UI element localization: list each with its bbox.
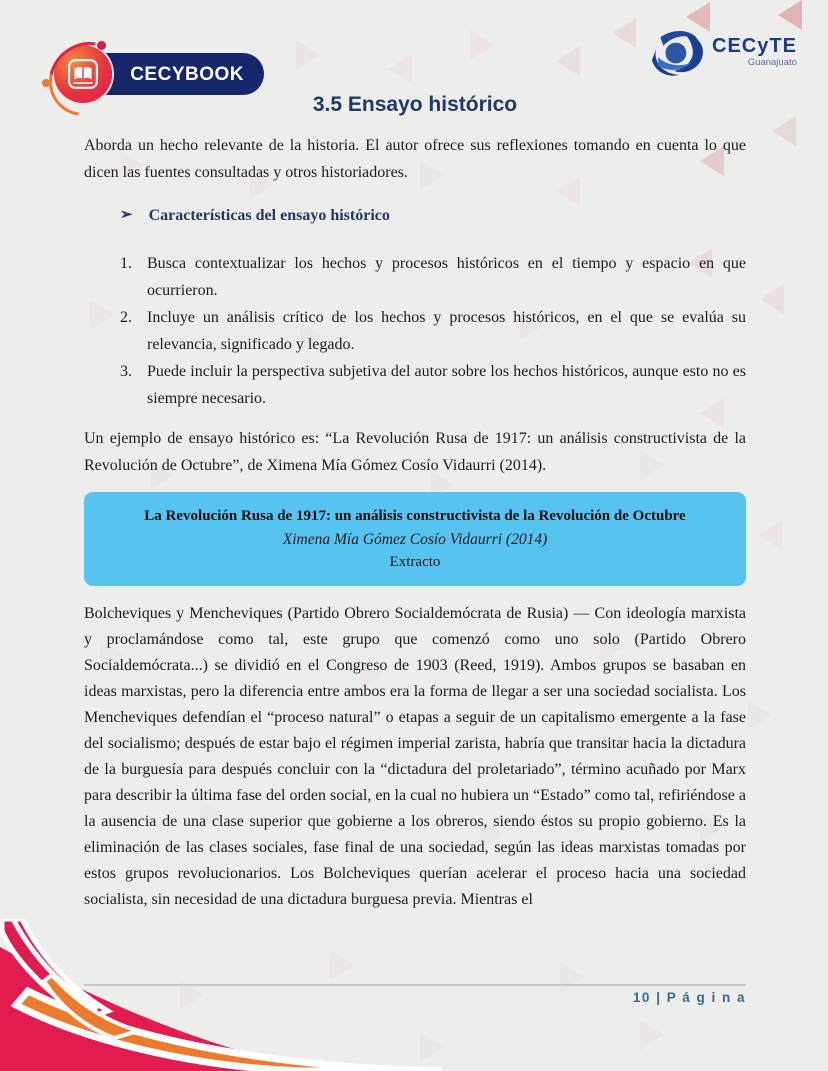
list-item (120, 358, 746, 412)
list-item-text: Busca contextualizar los hechos y procesos históricos en el tiempo y espacio en que ocurrieron. (147, 255, 746, 299)
list-item-number: 1. (120, 255, 132, 272)
list-item-text: Incluye un análisis crítico de los hechos y procesos históricos, en el que se evalúa su relevancia, significado y legado. (147, 309, 746, 353)
list-item-number: 3. (120, 363, 132, 380)
list-item (120, 304, 746, 358)
watermark-triangle-icon (612, 18, 636, 48)
page-title: 3.5 Ensayo histórico (312, 93, 518, 116)
essay-extract-label: Extracto (389, 554, 441, 570)
watermark-triangle-icon (772, 116, 796, 146)
orbit-dot-icon (42, 79, 50, 87)
watermark-triangle-icon (388, 54, 412, 84)
cecyte-emblem-icon (650, 28, 708, 78)
arrow-bullet-icon: ➢ (120, 207, 133, 223)
characteristics-heading-label: Características del ensayo histórico (148, 207, 390, 224)
orbit-dot-icon (97, 41, 106, 50)
content-column (84, 92, 746, 913)
intro-paragraph: Aborda un hecho relevante de la historia. El autor ofrece sus reflexiones tomando en cuenta lo que dicen las fuentes consultadas y otros historiadores. (84, 137, 746, 181)
watermark-triangle-icon (760, 284, 784, 314)
cecyte-sublabel: Guanajuato (747, 57, 797, 68)
watermark-triangle-icon (640, 1020, 664, 1050)
characteristics-heading (120, 202, 746, 229)
essay-author: Ximena Mía Gómez Cosío Vidaurri (2014) (282, 531, 548, 548)
characteristics-list (84, 250, 746, 412)
cecybook-label: CECYBOOK (130, 63, 244, 85)
watermark-triangle-icon (560, 962, 584, 992)
cecyte-label: CECyTE (712, 35, 797, 57)
essay-body-paragraph: Bolcheviques y Mencheviques (Partido Obrero Socialdemócrata de Rusia) — Con ideología marxista y proclamándose como tal, este grupo que comenzó como uno solo (Partido Obrero Socialdemócrata...) se dividió en el Congreso de 1903 (Reed, 1919). Ambos grupos se basaban en ideas marxistas, pero la diferencia entre ambos era la forma de llegar a ser una sociedad socialista. Los Mencheviques defendían el “proceso natural” o etapas a seguir de un capitalismo emergente a la fase del socialismo; después de estar bajo el régimen imperial zarista, habría que transitar hacia la dictadura de la burguesía para después concluir con la “dictadura del proletariado”, término acuñado por Marx para describir la última fase del orden social, en la cual no hubiera un “Estado” como tal, refiriéndose a la ausencia de una clase superior que gobierne a los obreros, siendo éstos su propio gobierno. Es la eliminación de las clases sociales, fase final de una sociedad, según las ideas marxistas tomadas por estos grupos revolucionarios. Los Bolcheviques querían acelerar el proceso hacia una sociedad socialista, sin necesidad de una dictadura burguesa previa. Mientras el (84, 605, 746, 908)
example-paragraph: Un ejemplo de ensayo histórico es: “La Revolución Rusa de 1917: un análisis constructivista de la Revolución de Octubre”, de Ximena Mía Gómez Cosío Vidaurri (2014). (84, 430, 746, 474)
watermark-triangle-icon (470, 30, 494, 60)
watermark-triangle-icon (296, 40, 320, 70)
cecyte-logo (650, 28, 797, 78)
page-number: 10 | P á g i n a (632, 990, 746, 1005)
list-item-text: Puede incluir la perspectiva subjetiva del autor sobre los hechos históricos, aunque esto no es siempre necesario. (147, 363, 746, 407)
list-item-number: 2. (120, 309, 132, 326)
essay-title: La Revolución Rusa de 1917: un análisis constructivista de la Revolución de Octubre (144, 508, 686, 524)
watermark-triangle-icon (556, 46, 580, 76)
corner-swoosh-graphic (0, 919, 450, 1071)
essay-callout-box (84, 492, 746, 586)
watermark-triangle-icon (778, 0, 802, 30)
list-item (120, 250, 746, 304)
watermark-triangle-icon (748, 700, 772, 730)
watermark-triangle-icon (758, 520, 782, 550)
